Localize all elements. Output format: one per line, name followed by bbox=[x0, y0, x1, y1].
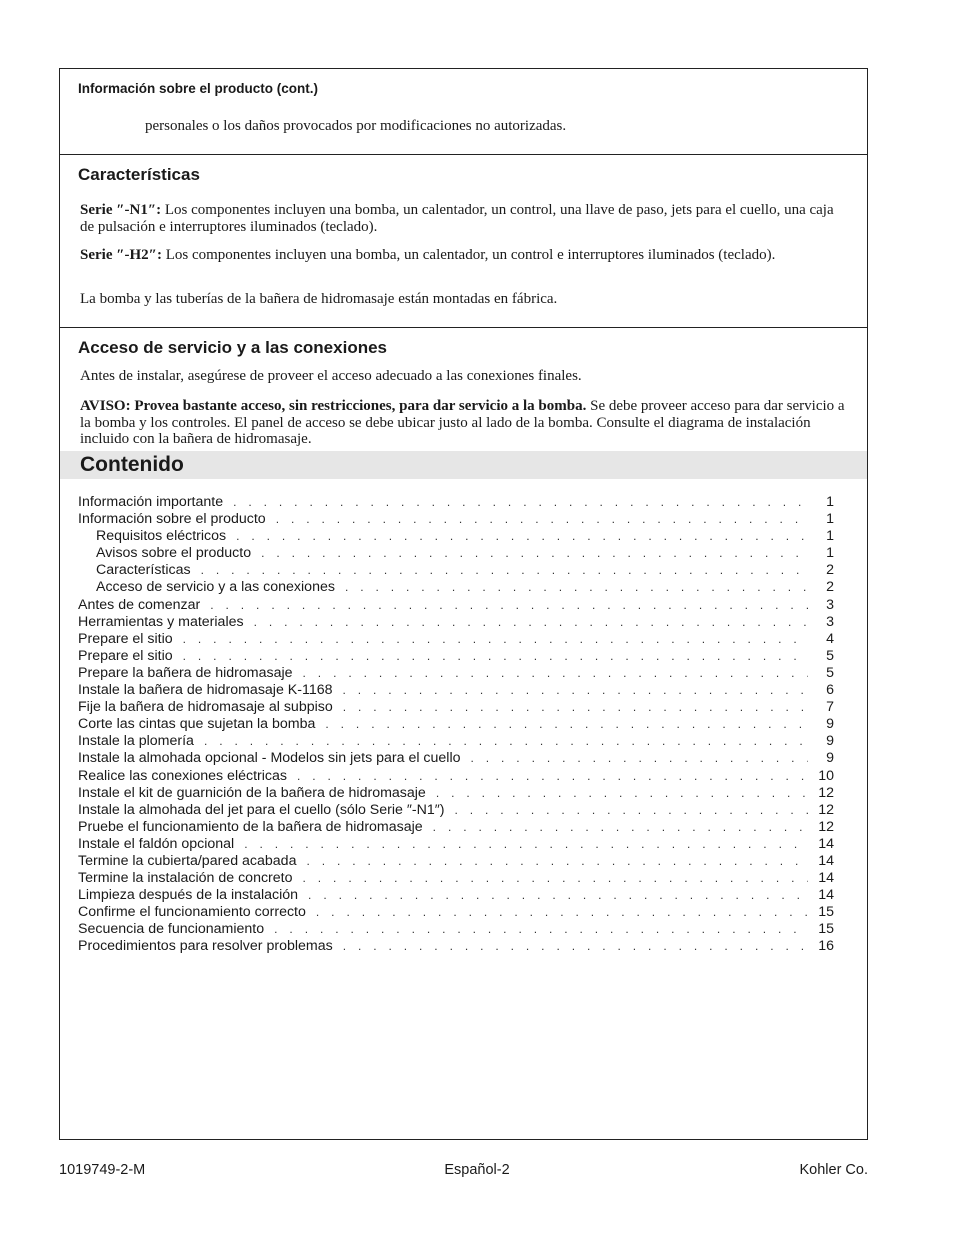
product-info-section bbox=[60, 69, 867, 155]
toc-entry[interactable]: Prepare la bañera de hidromasaje . . . 5 bbox=[78, 665, 834, 682]
paragraph-h2 bbox=[80, 247, 850, 264]
toc-subentry[interactable]: Requisitos eléctricos . . . 1 bbox=[78, 528, 834, 545]
toc-entry[interactable]: Instale la bañera de hidromasaje K-1168 . . . 6 bbox=[78, 682, 834, 699]
toc-entry[interactable]: Pruebe el funcionamiento de la bañera de hidromasaje . . . 12 bbox=[78, 819, 834, 836]
document-frame bbox=[59, 68, 868, 1140]
toc-entry[interactable]: Secuencia de funcionamiento . . . 15 bbox=[78, 921, 834, 938]
toc-entry[interactable]: Confirme el funcionamiento correcto . . . 15 bbox=[78, 904, 834, 921]
series-label: Serie ″-H2″: bbox=[80, 247, 162, 263]
toc-subentry[interactable]: Acceso de servicio y a las conexiones . . . 2 bbox=[78, 579, 834, 596]
series-label: Serie ″-N1″: bbox=[80, 202, 162, 218]
document-number: 1019749-2-M bbox=[59, 1162, 146, 1178]
toc-entry[interactable]: Instale el kit de guarnición de la bañera de hidromasaje . . . 12 bbox=[78, 785, 834, 802]
toc-subentry[interactable]: Avisos sobre el producto . . . 1 bbox=[78, 545, 834, 562]
toc-entry[interactable]: Fije la bañera de hidromasaje al subpiso . . . 7 bbox=[78, 699, 834, 716]
paragraph-factory: La bomba y las tuberías de la bañera de hidromasaje están montadas en fábrica. bbox=[80, 291, 558, 307]
section-heading: Acceso de servicio y a las conexiones bbox=[78, 338, 387, 357]
paragraph-access: Antes de instalar, asegúrese de proveer el acceso adecuado a las conexiones finales. bbox=[80, 368, 582, 384]
toc-entry[interactable]: Instale la almohada opcional - Modelos sin jets para el cuello . . . 9 bbox=[78, 750, 834, 767]
toc-entry[interactable]: Prepare el sitio . . . 4 bbox=[78, 631, 834, 648]
toc-entry[interactable]: Antes de comenzar . . . 3 bbox=[78, 597, 834, 614]
company-name: Kohler Co. bbox=[799, 1162, 868, 1178]
paragraph-text: Los componentes incluyen una bomba, un calentador, un control e interruptores iluminados (teclado). bbox=[161, 247, 776, 263]
paragraph-text: Los componentes incluyen una bomba, un calentador, un control, una llave de paso, jets para el cuello, una caja de pulsación e interruptores iluminados (teclado). bbox=[80, 202, 834, 235]
table-of-contents bbox=[78, 494, 834, 956]
contents-title: Contenido bbox=[80, 453, 184, 476]
toc-entry[interactable]: Limpieza después de la instalación . . . 14 bbox=[78, 887, 834, 904]
toc-entry[interactable]: Instale el faldón opcional . . . 14 bbox=[78, 836, 834, 853]
paragraph-n1 bbox=[80, 202, 850, 235]
toc-entry[interactable]: Herramientas y materiales . . . 3 bbox=[78, 614, 834, 631]
continuation-text: personales o los daños provocados por modificaciones no autorizadas. bbox=[145, 118, 567, 134]
notice-label: AVISO: Provea bastante acceso, sin restricciones, para dar servicio a la bomba. bbox=[80, 398, 587, 414]
service-access-section bbox=[60, 328, 867, 1140]
toc-subentry[interactable]: Características . . . 2 bbox=[78, 562, 834, 579]
toc-entry[interactable]: Termine la instalación de concreto . . . 14 bbox=[78, 870, 834, 887]
toc-entry[interactable]: Corte las cintas que sujetan la bomba . . . 9 bbox=[78, 716, 834, 733]
section-title: Información sobre el producto (cont.) bbox=[78, 81, 319, 96]
features-section bbox=[60, 155, 867, 328]
page-number: Español-2 bbox=[444, 1162, 510, 1178]
toc-entry[interactable]: Información sobre el producto . . . 1 bbox=[78, 511, 834, 528]
section-heading: Características bbox=[78, 165, 200, 184]
toc-entry[interactable]: Instale la plomería . . . 9 bbox=[78, 733, 834, 750]
toc-entry[interactable]: Termine la cubierta/pared acabada . . . 14 bbox=[78, 853, 834, 870]
paragraph-notice bbox=[80, 398, 850, 448]
toc-entry[interactable]: Instale la almohada del jet para el cuello (sólo Serie ″-N1″) . . . 12 bbox=[78, 802, 834, 819]
toc-entry[interactable]: Procedimientos para resolver problemas . . . 16 bbox=[78, 938, 834, 955]
contents-header-band bbox=[60, 451, 867, 479]
paragraph-text: Se debe proveer acceso para dar servicio a la bomba y los controles. El panel de acceso se debe ubicar justo al lado de la bomba. Consulte el diagrama de instalación incluido con la bañera de hidromasaje. bbox=[80, 398, 845, 447]
toc-entry[interactable]: Prepare el sitio . . . 5 bbox=[78, 648, 834, 665]
toc-entry[interactable]: Realice las conexiones eléctricas . . . 10 bbox=[78, 768, 834, 785]
toc-entry[interactable]: Información importante . . . 1 bbox=[78, 494, 834, 511]
